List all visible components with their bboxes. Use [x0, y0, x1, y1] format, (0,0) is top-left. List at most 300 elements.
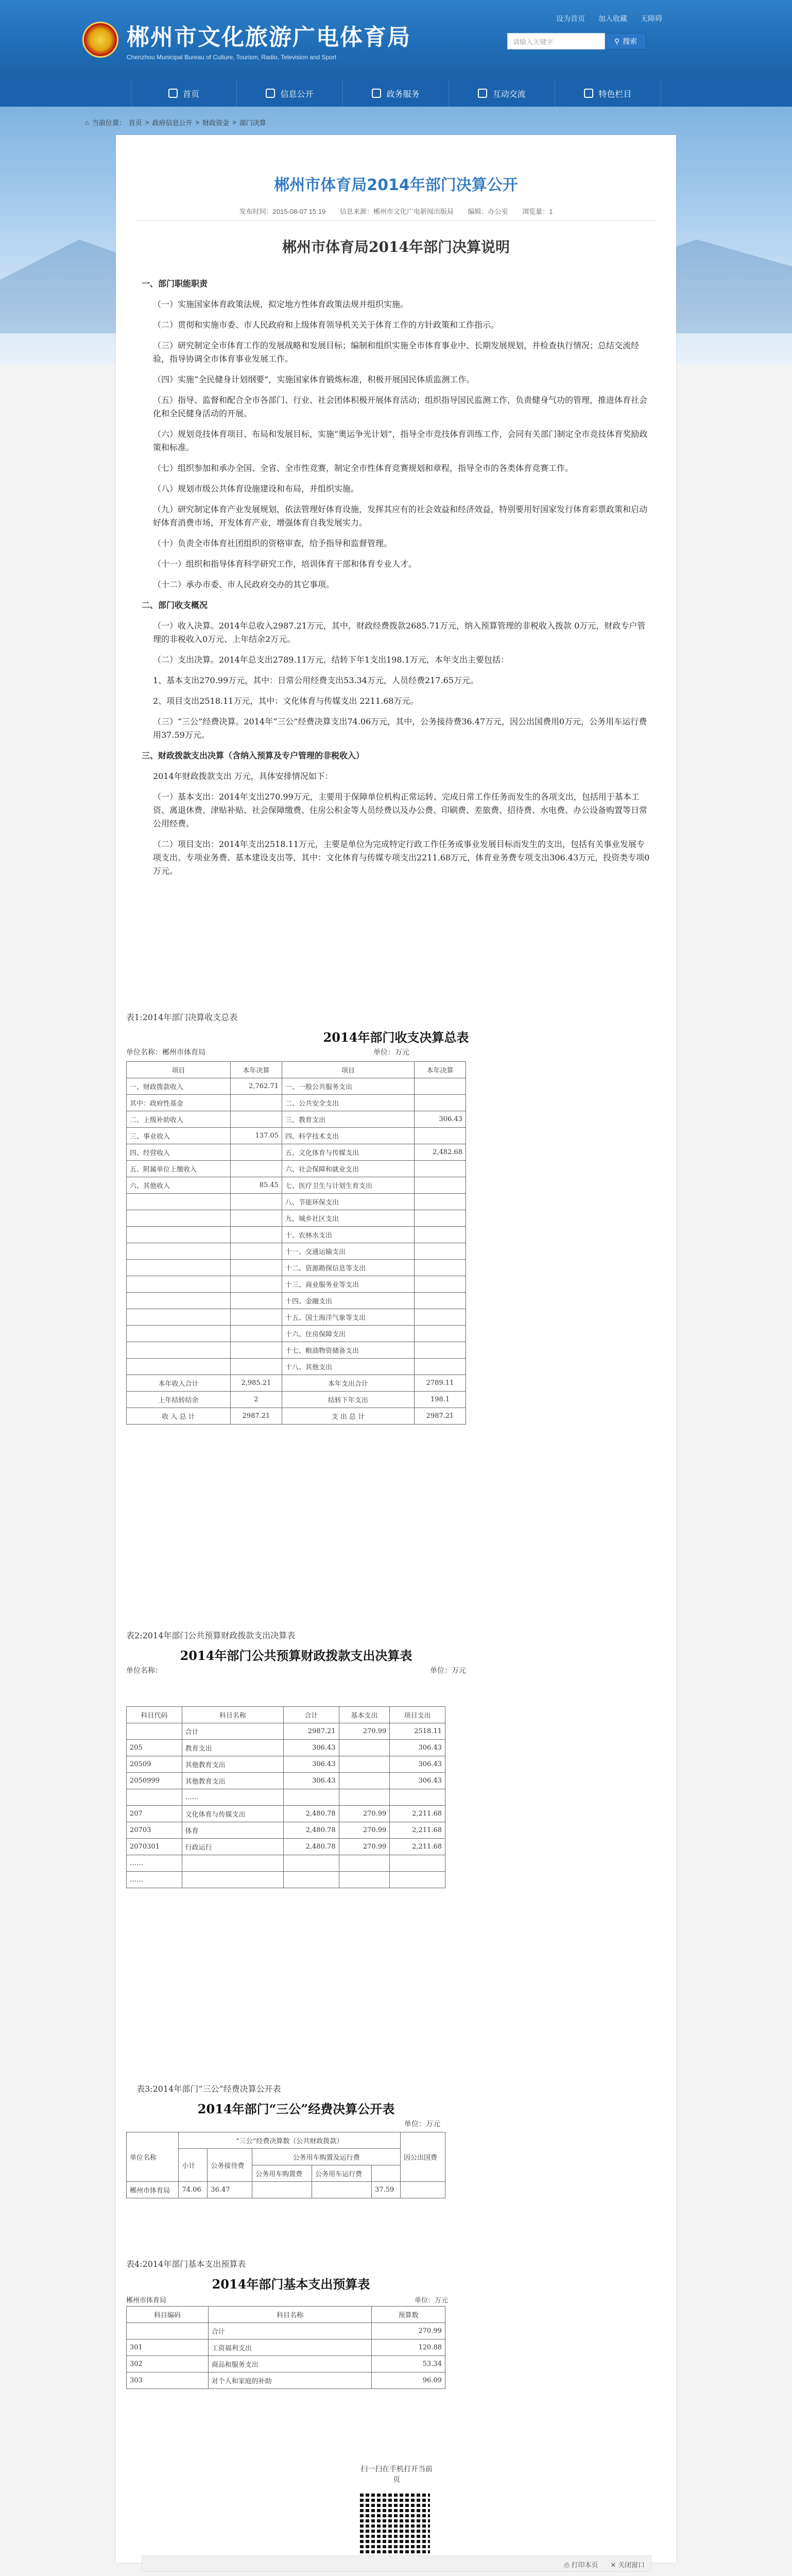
table-cell: 项目: [282, 1062, 414, 1078]
print-icon: ⎙: [564, 2561, 572, 2569]
paragraph: （十一）组织和指导体育科学研究工作，培训体育干部和体育专业人才。: [153, 559, 417, 569]
paragraph: （二）贯彻和实施市委、市人民政府和上级体育领导机关关于体育工作的方针政策和工作指示。: [153, 320, 500, 330]
table-cell: 2789.11: [414, 1375, 466, 1392]
table-cell: [414, 1177, 466, 1194]
table-cell: 九、城乡社区支出: [282, 1210, 414, 1227]
top-link[interactable]: 无障碍: [641, 14, 662, 23]
table-cell: 306.43: [284, 1773, 339, 1789]
table-cell: 商品和服务支出: [208, 2356, 371, 2372]
table-cell: [230, 1260, 282, 1276]
table-row: [127, 1227, 466, 1243]
table-cell: 收 入 总 计: [127, 1408, 231, 1425]
table-row: [127, 1359, 466, 1375]
table-cell: [312, 2182, 372, 2198]
table-cell: [414, 1326, 466, 1342]
document-icon: [266, 89, 275, 98]
table-cell: [339, 1872, 390, 1888]
table-cell: [414, 1243, 466, 1260]
table-cell: 郴州市体育局: [127, 2182, 179, 2198]
table-row: [127, 1095, 466, 1111]
table-row: [127, 1789, 445, 1806]
table-cell: 270.99: [339, 1822, 390, 1839]
table-cell: [230, 1194, 282, 1210]
table-cell: 一、财政拨款收入: [127, 1078, 231, 1095]
nav-item-service[interactable]: [343, 80, 449, 107]
table-cell: 270.99: [339, 1806, 390, 1822]
table-cell: 三、教育支出: [282, 1111, 414, 1128]
document-title: 郴州市体育局2014年部门决算说明: [282, 239, 510, 256]
table-cell: [414, 1293, 466, 1309]
table-row: [127, 1707, 445, 1723]
table-cell: [401, 2182, 445, 2198]
paragraph: （一）收入决算。2014年总收入2987.21万元，其中，财政经费拨款2685.71万元，纳入预算管理的非税收入拨款 0万元，财政专户管理的非税收入0万元、上年结余2万元。: [153, 621, 646, 644]
table-cell: [339, 1773, 390, 1789]
table-cell: 文化体育与传媒支出: [182, 1806, 283, 1822]
table-row: [127, 2323, 445, 2340]
paragraph: （十二）承办市委、市人民政府交办的其它事项。: [153, 580, 335, 589]
site-logo[interactable]: [82, 19, 411, 61]
emblem-icon: [82, 22, 118, 58]
table-cell: [284, 1872, 339, 1888]
table-row: [127, 1375, 466, 1392]
table-cell: [127, 1359, 231, 1375]
table-cell: [127, 1210, 231, 1227]
close-button[interactable]: [610, 2560, 645, 2569]
nav-item-featured[interactable]: [555, 80, 661, 107]
print-button[interactable]: [564, 2560, 598, 2569]
paragraph: （六）规划竞技体育项目、布局和发展目标，实施“奥运争光计划”，指导全市竞技体育训练工作，会同有关部门制定全市竞技体育奖励政策和标准。: [153, 429, 648, 452]
table-cell: 2,480.78: [284, 1839, 339, 1855]
print-label: 打印本页: [571, 2561, 598, 2569]
table-cell: [284, 1789, 339, 1806]
table-cell: [127, 2323, 209, 2340]
table-cell: 上年结转结余: [127, 1392, 231, 1408]
table-title: 2014年部门“三公”经费决算公开表: [197, 2102, 395, 2116]
table-cell: 二、公共安全支出: [282, 1095, 414, 1111]
table-cell: 三、事业收入: [127, 1128, 231, 1144]
table-row: [127, 2307, 445, 2323]
table-cell: [230, 1111, 282, 1128]
table-cell: 本年决算: [230, 1062, 282, 1078]
table-cell: 科目名称: [182, 1707, 283, 1723]
meta-source: 信息来源：郴州市文化广电新闻出版局: [339, 208, 454, 215]
search-box: [507, 33, 646, 49]
table-cell: 20703: [127, 1822, 182, 1839]
table-cell: 十六、住房保障支出: [282, 1326, 414, 1342]
paragraph: （一）基本支出：2014年支出270.99万元，主要用于保障单位机构正常运转、完成日常工作任务而发生的各项支出，包括用于基本工资、离退休费、津贴补贴、社会保障缴费、住房公积金等人员经费以及办公费、印刷费、差旅费、招待费、水电费、办公设备购置等日常公用经费。: [153, 792, 648, 828]
table-row: [127, 1210, 466, 1227]
table-cell: 306.43: [390, 1756, 445, 1773]
table-cell: [252, 2182, 312, 2198]
table-cell: [230, 1161, 282, 1177]
table-cell: 行政运行: [182, 1839, 283, 1855]
main-nav: [0, 80, 792, 107]
table-cell: 一、一般公共服务支出: [282, 1078, 414, 1095]
table-cell: [127, 1260, 231, 1276]
unit-label: 单位名称：郴州市体育局: [126, 1048, 205, 1057]
table-cell: 2987.21: [284, 1723, 339, 1740]
table-cell: [390, 1789, 445, 1806]
table-caption: 表1:2014年部门决算收支总表: [126, 1012, 238, 1022]
close-label: 关闭窗口: [617, 2561, 645, 2569]
three-public-table: [126, 2132, 445, 2198]
table-cell: “三公”经费决算数（公共财政拨款）: [179, 2132, 401, 2149]
table-cell: 2,482.68: [414, 1144, 466, 1161]
table-cell: 270.99: [339, 1839, 390, 1855]
table-row: [127, 1309, 466, 1326]
budget-expense-table: [126, 1706, 445, 1888]
table-cell: [414, 1227, 466, 1243]
table-cell: 十二、资源勘探信息等支出: [282, 1260, 414, 1276]
table-row: [127, 1806, 445, 1822]
site-name: 郴州市文化旅游广电体育局: [127, 24, 411, 50]
table-cell: [127, 1789, 182, 1806]
table-cell: [414, 1161, 466, 1177]
table-cell: 单位名称: [127, 2132, 179, 2182]
table-row: [127, 1243, 466, 1260]
table-cell: 公务用车购置及运行费: [252, 2149, 401, 2165]
table-cell: [414, 1078, 466, 1095]
table-cell: 十四、金融支出: [282, 1293, 414, 1309]
table-cell: 五、文化体育与传媒支出: [282, 1144, 414, 1161]
paragraph: （三）研究制定全市体育工作的发展战略和发展目标；编制和组织实施全市体育事业中、长期发展规划，并检查执行情况；总结交流经验，指导协调全市体育事业发展工作。: [153, 341, 640, 364]
search-icon: ⚲: [614, 37, 620, 45]
table-caption: 表3:2014年部门“三公”经费决算公开表: [136, 2084, 281, 2094]
breadcrumb-link[interactable]: 政府信息公开: [152, 119, 193, 127]
table-cell: 科目编码: [127, 2307, 209, 2323]
nav-label: 首页: [182, 89, 199, 99]
table-cell: 本年收入合计: [127, 1375, 231, 1392]
table-cell: 85.45: [230, 1177, 282, 1194]
breadcrumb-link[interactable]: 首页: [128, 119, 142, 127]
table-row: [127, 1276, 466, 1293]
home-icon: ⌂: [85, 118, 89, 126]
table-caption: 表4:2014年部门基本支出预算表: [126, 2259, 246, 2269]
table-caption: 表2:2014年部门公共预算财政拨款支出决算表: [126, 1631, 296, 1640]
table-cell: 科目代码: [127, 1707, 182, 1723]
chat-icon: [478, 89, 487, 98]
article-container: [116, 135, 676, 2569]
table-row: [127, 1740, 445, 1756]
table-row: [127, 2372, 445, 2389]
table-cell: [372, 2165, 401, 2182]
table-cell: 六、社会保障和就业支出: [282, 1161, 414, 1177]
separator: >: [145, 118, 149, 126]
table-cell: 科目名称: [208, 2307, 371, 2323]
table-cell: 十三、商业服务业等支出: [282, 1276, 414, 1293]
table-cell: 合计: [182, 1723, 283, 1740]
table-cell: 六、其他收入: [127, 1177, 231, 1194]
table-cell: 四、经营收入: [127, 1144, 231, 1161]
top-link[interactable]: 设为首页: [556, 14, 585, 23]
table-cell: [414, 1210, 466, 1227]
table-title: 2014年部门基本支出预算表: [212, 2277, 370, 2292]
table-row: [127, 1342, 466, 1359]
table-cell: 270.99: [372, 2323, 445, 2340]
table-cell: 120.88: [372, 2340, 445, 2356]
table-cell: [414, 1276, 466, 1293]
table-cell: 本年支出合计: [282, 1375, 414, 1392]
table-cell: 公务用车购置费: [252, 2165, 312, 2182]
table-row: [127, 2182, 445, 2198]
article-meta: [116, 206, 676, 216]
nav-item-home[interactable]: [131, 80, 237, 107]
table-cell: 2,480.78: [284, 1806, 339, 1822]
table-cell: [127, 1326, 231, 1342]
table-row: [127, 1161, 466, 1177]
table-cell: [230, 1227, 282, 1243]
table-cell: 项目支出: [390, 1707, 445, 1723]
table-cell: [127, 1309, 231, 1326]
separator: >: [232, 118, 236, 126]
qr-label: 扫一扫在手机打开当前页: [360, 2465, 433, 2484]
table-cell: 53.34: [372, 2356, 445, 2372]
table-cell: [182, 1872, 283, 1888]
table-cell: [390, 1855, 445, 1872]
table-cell: 36.47: [208, 2182, 252, 2198]
top-link[interactable]: 加入收藏: [598, 14, 627, 23]
breadcrumb: [85, 117, 266, 127]
table-cell: 公务接待费: [208, 2149, 252, 2182]
table-cell: 结转下年支出: [282, 1392, 414, 1408]
paragraph: （十）负责全市体育社团组织的资格审查，给予指导和监督管理。: [153, 538, 392, 548]
table-row: [127, 1260, 466, 1276]
table-cell: 2,985.21: [230, 1375, 282, 1392]
table-cell: 137.05: [230, 1128, 282, 1144]
paragraph: （九）研究制定体育产业发展规划，依法管理好体育设施，发挥其应有的社会效益和经济效益，特别要用好国家发行体育彩票政策和启动好体育消费市场，开发体育产业，增强体育自我发展实力。: [153, 504, 648, 528]
nav-label: 信息公开: [280, 89, 314, 99]
table-cell: ……: [127, 1855, 182, 1872]
table-cell: [414, 1194, 466, 1210]
table-cell: 96.09: [372, 2372, 445, 2389]
table-cell: 303: [127, 2372, 209, 2389]
table-cell: [127, 1723, 182, 1740]
paragraph: （一）实施国家体育政策法规，拟定地方性体育政策法规并组织实施。: [153, 299, 409, 309]
table-cell: 合计: [208, 2323, 371, 2340]
unit-label: 单位：万元: [404, 2120, 440, 2128]
table-cell: [339, 1789, 390, 1806]
table-cell: 205: [127, 1740, 182, 1756]
table-cell: 十一、交通运输支出: [282, 1243, 414, 1260]
table-cell: [414, 1359, 466, 1375]
qr-section: [358, 2464, 435, 2564]
table-row: [127, 2340, 445, 2356]
table-cell: 十七、粮油物资储备支出: [282, 1342, 414, 1359]
table-cell: 十五、国土海洋气象等支出: [282, 1309, 414, 1326]
table-cell: 20509: [127, 1756, 182, 1773]
table-cell: 十八、其他支出: [282, 1359, 414, 1375]
paragraph: （二）项目支出：2014年支出2518.11万元，主要是单位为完成特定行政工作任务或事业发展目标而发生的支出，包括有关事业发展专项支出、专项业务费、基本建设支出等，其中：文化体育与传媒专项支出2211.68万元，体育业务费专项支出306.43万元，投资类专项0万元。: [153, 839, 650, 876]
table-cell: 2,762.71: [230, 1078, 282, 1095]
table-cell: [230, 1326, 282, 1342]
table-cell: 306.43: [284, 1740, 339, 1756]
top-links: [556, 13, 662, 24]
nav-item-interact[interactable]: [449, 80, 555, 107]
table-row: [127, 1822, 445, 1839]
table-cell: [230, 1293, 282, 1309]
table-cell: 其他教育支出: [182, 1773, 283, 1789]
unit-label: 单位：万元: [373, 1048, 409, 1057]
breadcrumb-prefix: 当前位置：: [92, 119, 126, 127]
paragraph: （七）组织参加和承办全国、全省、全市性竞赛，制定全市性体育竞赛规划和章程，指导全市的各类体育竞赛工作。: [153, 463, 574, 473]
table-row: [127, 1392, 466, 1408]
table-cell: [414, 1309, 466, 1326]
table-cell: [230, 1144, 282, 1161]
table-cell: 2987.21: [414, 1408, 466, 1425]
table-cell: [339, 1855, 390, 1872]
star-icon: [584, 89, 593, 98]
table-cell: 306.43: [390, 1740, 445, 1756]
section-heading: 二、部门收支概况: [142, 600, 208, 610]
table-row: [127, 1326, 466, 1342]
qr-code: [358, 2492, 430, 2564]
paragraph: 2、项目支出2518.11万元，其中：文化体育与传媒支出 2211.68万元。: [153, 696, 419, 706]
table-cell: 301: [127, 2340, 209, 2356]
divider: [136, 220, 656, 221]
table-cell: 四、科学技术支出: [282, 1128, 414, 1144]
table-cell: 八、节能环保支出: [282, 1194, 414, 1210]
table-cell: 教育支出: [182, 1740, 283, 1756]
table-cell: [230, 1342, 282, 1359]
unit-label: 单位：万元: [415, 2297, 449, 2304]
table-cell: 2,211.68: [390, 1839, 445, 1855]
basic-expense-table: [126, 2306, 445, 2389]
breadcrumb-link[interactable]: 财政资金: [202, 119, 230, 127]
paragraph: 2014年财政拨款支出 万元，具体安排情况如下：: [153, 771, 333, 781]
table-cell: [127, 1342, 231, 1359]
table-cell: 2: [230, 1392, 282, 1408]
search-input[interactable]: 请输入关键字: [507, 33, 605, 49]
table-cell: 对个人和家庭的补助: [208, 2372, 371, 2389]
table-cell: 因公出国费: [401, 2132, 445, 2182]
table-cell: 公务用车运行费: [312, 2165, 372, 2182]
table-row: [127, 1839, 445, 1855]
table-cell: 2,211.68: [390, 1822, 445, 1839]
income-expense-table: [126, 1061, 466, 1425]
table-cell: 其他教育支出: [182, 1756, 283, 1773]
table-cell: [230, 1309, 282, 1326]
breadcrumb-link[interactable]: 部门决算: [239, 119, 266, 127]
search-button[interactable]: [605, 33, 646, 49]
home-icon: [168, 89, 178, 98]
table-cell: 二、上级补助收入: [127, 1111, 231, 1128]
meta-editor: 编辑：办公室: [468, 208, 508, 215]
table-row: [127, 2132, 445, 2149]
section-heading: 三、财政拨款支出决算（含纳入预算及专户管理的非税收入）: [142, 751, 365, 760]
table-cell: [414, 1095, 466, 1111]
table-cell: [127, 1194, 231, 1210]
paragraph: （三）“三公”经费决算。2014年“三公”经费决算支出74.06万元，其中，公务接待费36.47万元，因公出国费用0万元，公务用车运行费用37.59万元。: [153, 717, 647, 740]
table-cell: 37.59: [372, 2182, 401, 2198]
table-cell: [230, 1095, 282, 1111]
table-cell: 体育: [182, 1822, 283, 1839]
table-cell: 基本支出: [339, 1707, 390, 1723]
table-cell: 306.43: [390, 1773, 445, 1789]
table-row: [127, 1723, 445, 1740]
paragraph: （八）规划市级公共体育设施建设和布局，并组织实施。: [153, 484, 359, 494]
table-cell: 五、附属单位上缴收入: [127, 1161, 231, 1177]
table-cell: [182, 1855, 283, 1872]
table-cell: 74.06: [179, 2182, 208, 2198]
table-cell: 其中：政府性基金: [127, 1095, 231, 1111]
paragraph: （二）支出决算。2014年总支出2789.11万元，结转下年1支出198.1万元，本年支出主要包括：: [153, 655, 509, 665]
unit-label: 郴州市体育局: [126, 2297, 167, 2304]
table-row: [127, 1855, 445, 1872]
search-button-label: 搜索: [623, 37, 638, 45]
table-row: [127, 1111, 466, 1128]
table-cell: [230, 1243, 282, 1260]
table-row: [127, 1756, 445, 1773]
section-heading: 一、部门职能职责: [142, 279, 208, 289]
table-cell: [339, 1756, 390, 1773]
close-icon: ✕: [610, 2561, 618, 2569]
meta-views: 浏览量：1: [522, 208, 553, 215]
table-cell: [414, 1342, 466, 1359]
table-cell: 207: [127, 1806, 182, 1822]
unit-label: 单位名称：: [126, 1667, 162, 1675]
table-cell: 小计: [179, 2149, 208, 2182]
table-row: [127, 1062, 466, 1078]
site-name-en: Chenzhou Municipal Bureau of Culture, Tourism, Radio, Television and Sport: [127, 54, 337, 61]
table-cell: [390, 1872, 445, 1888]
table-row: [127, 1144, 466, 1161]
table-cell: [127, 1276, 231, 1293]
article-body: [142, 274, 651, 885]
table-cell: 本年决算: [414, 1062, 466, 1078]
table-cell: 支 出 总 计: [282, 1408, 414, 1425]
table-cell: 七、医疗卫生与计划生育支出: [282, 1177, 414, 1194]
table-cell: [230, 1210, 282, 1227]
unit-label: 单位：万元: [430, 1667, 466, 1675]
paragraph: （四）实施“全民健身计划纲要”，实施国家体育锻炼标准，积极开展国民体质监测工作。: [153, 375, 475, 384]
table-row: [127, 2356, 445, 2372]
table-cell: 十、农林水支出: [282, 1227, 414, 1243]
table-cell: [127, 1243, 231, 1260]
article-tools: [142, 2555, 651, 2572]
nav-label: 互动交流: [492, 89, 526, 99]
table-cell: ……: [127, 1872, 182, 1888]
table-cell: [230, 1359, 282, 1375]
table-row: [127, 1194, 466, 1210]
table-cell: [284, 1855, 339, 1872]
table-row: [127, 1128, 466, 1144]
meta-date: 发布时间：2015-08-07 15:19: [239, 208, 326, 215]
table-cell: [230, 1276, 282, 1293]
table-title: 2014年部门公共预算财政拨款支出决算表: [180, 1648, 412, 1663]
table-row: [127, 1408, 466, 1425]
table-row: [127, 1872, 445, 1888]
paragraph: （五）指导、监督和配合全市各部门、行业、社会团体积极开展体育活动；组织指导国民监测工作，负责健身气功的管理，推进体育社会化和全民健身活动的开展。: [153, 395, 648, 418]
table-cell: ……: [182, 1789, 283, 1806]
table-cell: 198.1: [414, 1392, 466, 1408]
nav-item-info[interactable]: [237, 80, 343, 107]
table-cell: 2,211.68: [390, 1806, 445, 1822]
table-row: [127, 1773, 445, 1789]
table-title: 2014年部门收支决算总表: [323, 1030, 469, 1045]
article-title: 郴州市体育局2014年部门决算公开: [274, 176, 518, 194]
nav-label: 特色栏目: [598, 89, 632, 99]
table-cell: 2,480.78: [284, 1822, 339, 1839]
edit-icon: [372, 89, 381, 98]
table-cell: 2987.21: [230, 1408, 282, 1425]
separator: >: [195, 118, 200, 126]
table-cell: 工资福利支出: [208, 2340, 371, 2356]
site-header: [0, 0, 792, 80]
table-cell: 306.43: [414, 1111, 466, 1128]
table-cell: [339, 1740, 390, 1756]
table-cell: [414, 1128, 466, 1144]
table-cell: 项目: [127, 1062, 231, 1078]
